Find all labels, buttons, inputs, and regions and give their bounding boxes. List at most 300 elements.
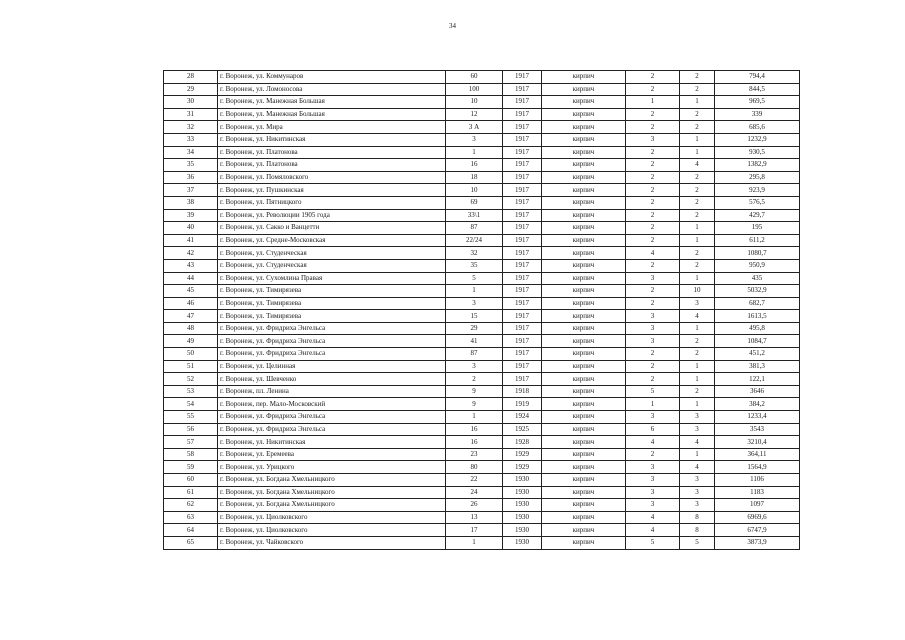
address-cell: г. Воронеж, ул. Сакко и Ванцетти (218, 222, 446, 235)
floors-cell: 2 (626, 360, 680, 373)
address-cell: г. Воронеж, ул. Фридриха Энгельса (218, 335, 446, 348)
house-number-cell: 3 (446, 297, 503, 310)
table-body (164, 71, 800, 550)
entrances-cell: 5 (680, 536, 715, 549)
table-row (164, 348, 800, 361)
wall-material-cell: кирпич (542, 108, 626, 121)
table-row (164, 322, 800, 335)
row-number-cell: 55 (164, 411, 218, 424)
row-number-cell: 39 (164, 209, 218, 222)
address-cell: г. Воронеж, ул. Циолковского (218, 511, 446, 524)
wall-material-cell: кирпич (542, 474, 626, 487)
area-cell: 6747,9 (715, 524, 800, 537)
floors-cell: 2 (626, 83, 680, 96)
table-row (164, 196, 800, 209)
floors-cell: 4 (626, 436, 680, 449)
floors-cell: 2 (626, 209, 680, 222)
address-cell: г. Воронеж, пер. Мало-Московский (218, 398, 446, 411)
area-cell: 844,5 (715, 83, 800, 96)
house-number-cell: 100 (446, 83, 503, 96)
row-number-cell: 40 (164, 222, 218, 235)
house-number-cell: 2 (446, 373, 503, 386)
house-number-cell: 60 (446, 71, 503, 84)
floors-cell: 2 (626, 146, 680, 159)
floors-cell: 2 (626, 259, 680, 272)
year-built-cell: 1917 (503, 259, 542, 272)
floors-cell: 2 (626, 196, 680, 209)
house-number-cell: 3 А (446, 121, 503, 134)
area-cell: 1084,7 (715, 335, 800, 348)
row-number-cell: 57 (164, 436, 218, 449)
entrances-cell: 10 (680, 285, 715, 298)
house-number-cell: 35 (446, 259, 503, 272)
area-cell: 3210,4 (715, 436, 800, 449)
wall-material-cell: кирпич (542, 83, 626, 96)
house-number-cell: 16 (446, 436, 503, 449)
table-row (164, 108, 800, 121)
row-number-cell: 38 (164, 196, 218, 209)
year-built-cell: 1917 (503, 310, 542, 323)
floors-cell: 2 (626, 297, 680, 310)
wall-material-cell: кирпич (542, 335, 626, 348)
year-built-cell: 1917 (503, 247, 542, 260)
entrances-cell: 2 (680, 348, 715, 361)
floors-cell: 6 (626, 423, 680, 436)
wall-material-cell: кирпич (542, 310, 626, 323)
address-cell: г. Воронеж, ул. Манежная Большая (218, 96, 446, 109)
area-cell: 576,5 (715, 196, 800, 209)
entrances-cell: 8 (680, 511, 715, 524)
row-number-cell: 36 (164, 171, 218, 184)
address-cell: г. Воронеж, ул. Пятницкого (218, 196, 446, 209)
row-number-cell: 30 (164, 96, 218, 109)
house-number-cell: 24 (446, 486, 503, 499)
wall-material-cell: кирпич (542, 360, 626, 373)
row-number-cell: 41 (164, 234, 218, 247)
table-row (164, 360, 800, 373)
address-cell: г. Воронеж, ул. Богдана Хмельницкого (218, 499, 446, 512)
table-row (164, 536, 800, 549)
year-built-cell: 1917 (503, 360, 542, 373)
table-row (164, 461, 800, 474)
entrances-cell: 4 (680, 436, 715, 449)
entrances-cell: 2 (680, 108, 715, 121)
wall-material-cell: кирпич (542, 184, 626, 197)
address-cell: г. Воронеж, ул. Революции 1905 года (218, 209, 446, 222)
area-cell: 1613,5 (715, 310, 800, 323)
table-row (164, 385, 800, 398)
house-number-cell: 41 (446, 335, 503, 348)
table-row (164, 159, 800, 172)
entrances-cell: 1 (680, 222, 715, 235)
year-built-cell: 1917 (503, 121, 542, 134)
area-cell: 122,1 (715, 373, 800, 386)
entrances-cell: 2 (680, 209, 715, 222)
address-cell: г. Воронеж, ул. Помяловского (218, 171, 446, 184)
floors-cell: 2 (626, 159, 680, 172)
entrances-cell: 1 (680, 234, 715, 247)
wall-material-cell: кирпич (542, 196, 626, 209)
house-number-cell: 1 (446, 411, 503, 424)
year-built-cell: 1917 (503, 234, 542, 247)
entrances-cell: 4 (680, 310, 715, 323)
floors-cell: 2 (626, 234, 680, 247)
entrances-cell: 2 (680, 247, 715, 260)
year-built-cell: 1930 (503, 536, 542, 549)
year-built-cell: 1929 (503, 461, 542, 474)
floors-cell: 3 (626, 486, 680, 499)
table-row (164, 411, 800, 424)
address-cell: г. Воронеж, ул. Средне-Московская (218, 234, 446, 247)
wall-material-cell: кирпич (542, 448, 626, 461)
address-cell: г. Воронеж, ул. Платонова (218, 159, 446, 172)
row-number-cell: 32 (164, 121, 218, 134)
address-cell: г. Воронеж, ул. Шевченко (218, 373, 446, 386)
table-row (164, 297, 800, 310)
address-cell: г. Воронеж, пл. Ленина (218, 385, 446, 398)
house-number-cell: 1 (446, 146, 503, 159)
house-number-cell: 23 (446, 448, 503, 461)
area-cell: 435 (715, 272, 800, 285)
area-cell: 451,2 (715, 348, 800, 361)
address-cell: г. Воронеж, ул. Фридриха Энгельса (218, 322, 446, 335)
row-number-cell: 56 (164, 423, 218, 436)
address-cell: г. Воронеж, ул. Чайковского (218, 536, 446, 549)
year-built-cell: 1917 (503, 222, 542, 235)
house-number-cell: 26 (446, 499, 503, 512)
area-cell: 1106 (715, 474, 800, 487)
entrances-cell: 2 (680, 121, 715, 134)
area-cell: 930,5 (715, 146, 800, 159)
house-number-cell: 22 (446, 474, 503, 487)
year-built-cell: 1930 (503, 499, 542, 512)
entrances-cell: 1 (680, 448, 715, 461)
wall-material-cell: кирпич (542, 373, 626, 386)
area-cell: 6969,6 (715, 511, 800, 524)
area-cell: 384,2 (715, 398, 800, 411)
row-number-cell: 49 (164, 335, 218, 348)
wall-material-cell: кирпич (542, 499, 626, 512)
entrances-cell: 2 (680, 335, 715, 348)
area-cell: 3646 (715, 385, 800, 398)
house-number-cell: 87 (446, 222, 503, 235)
row-number-cell: 58 (164, 448, 218, 461)
wall-material-cell: кирпич (542, 461, 626, 474)
row-number-cell: 43 (164, 259, 218, 272)
area-cell: 3873,9 (715, 536, 800, 549)
house-number-cell: 13 (446, 511, 503, 524)
year-built-cell: 1917 (503, 159, 542, 172)
floors-cell: 4 (626, 524, 680, 537)
wall-material-cell: кирпич (542, 146, 626, 159)
entrances-cell: 8 (680, 524, 715, 537)
address-cell: г. Воронеж, ул. Целинная (218, 360, 446, 373)
table-row (164, 83, 800, 96)
table-row (164, 436, 800, 449)
wall-material-cell: кирпич (542, 297, 626, 310)
floors-cell: 2 (626, 373, 680, 386)
area-cell: 1382,9 (715, 159, 800, 172)
wall-material-cell: кирпич (542, 96, 626, 109)
year-built-cell: 1917 (503, 133, 542, 146)
row-number-cell: 63 (164, 511, 218, 524)
row-number-cell: 28 (164, 71, 218, 84)
area-cell: 1232,9 (715, 133, 800, 146)
row-number-cell: 65 (164, 536, 218, 549)
wall-material-cell: кирпич (542, 272, 626, 285)
house-number-cell: 32 (446, 247, 503, 260)
floors-cell: 2 (626, 184, 680, 197)
area-cell: 1183 (715, 486, 800, 499)
year-built-cell: 1917 (503, 373, 542, 386)
row-number-cell: 45 (164, 285, 218, 298)
floors-cell: 3 (626, 335, 680, 348)
year-built-cell: 1930 (503, 511, 542, 524)
building-registry-table (163, 70, 800, 550)
address-cell: г. Воронеж, ул. Никитинская (218, 436, 446, 449)
area-cell: 339 (715, 108, 800, 121)
row-number-cell: 64 (164, 524, 218, 537)
entrances-cell: 1 (680, 373, 715, 386)
year-built-cell: 1917 (503, 196, 542, 209)
address-cell: г. Воронеж, ул. Фридриха Энгельса (218, 348, 446, 361)
address-cell: г. Воронеж, ул. Сухомлина Правая (218, 272, 446, 285)
area-cell: 195 (715, 222, 800, 235)
wall-material-cell: кирпич (542, 133, 626, 146)
year-built-cell: 1917 (503, 209, 542, 222)
table-row (164, 71, 800, 84)
wall-material-cell: кирпич (542, 171, 626, 184)
table-row (164, 184, 800, 197)
area-cell: 685,6 (715, 121, 800, 134)
year-built-cell: 1917 (503, 272, 542, 285)
area-cell: 3543 (715, 423, 800, 436)
address-cell: г. Воронеж, ул. Платонова (218, 146, 446, 159)
row-number-cell: 29 (164, 83, 218, 96)
house-number-cell: 17 (446, 524, 503, 537)
address-cell: г. Воронеж, ул. Еремеева (218, 448, 446, 461)
entrances-cell: 4 (680, 159, 715, 172)
floors-cell: 4 (626, 511, 680, 524)
row-number-cell: 60 (164, 474, 218, 487)
table-row (164, 171, 800, 184)
floors-cell: 2 (626, 448, 680, 461)
address-cell: г. Воронеж, ул. Богдана Хмельницкого (218, 486, 446, 499)
floors-cell: 5 (626, 385, 680, 398)
wall-material-cell: кирпич (542, 259, 626, 272)
address-cell: г. Воронеж, ул. Фридриха Энгельса (218, 423, 446, 436)
address-cell: г. Воронеж, ул. Студенческая (218, 259, 446, 272)
table-row (164, 448, 800, 461)
entrances-cell: 1 (680, 322, 715, 335)
house-number-cell: 9 (446, 385, 503, 398)
wall-material-cell: кирпич (542, 247, 626, 260)
floors-cell: 2 (626, 108, 680, 121)
house-number-cell: 1 (446, 536, 503, 549)
house-number-cell: 3 (446, 133, 503, 146)
area-cell: 495,8 (715, 322, 800, 335)
entrances-cell: 3 (680, 411, 715, 424)
year-built-cell: 1924 (503, 411, 542, 424)
floors-cell: 3 (626, 461, 680, 474)
address-cell: г. Воронеж, ул. Никитинская (218, 133, 446, 146)
row-number-cell: 31 (164, 108, 218, 121)
row-number-cell: 34 (164, 146, 218, 159)
year-built-cell: 1917 (503, 171, 542, 184)
wall-material-cell: кирпич (542, 71, 626, 84)
house-number-cell: 33\1 (446, 209, 503, 222)
table-row (164, 524, 800, 537)
floors-cell: 2 (626, 121, 680, 134)
house-number-cell: 5 (446, 272, 503, 285)
wall-material-cell: кирпич (542, 423, 626, 436)
area-cell: 969,5 (715, 96, 800, 109)
wall-material-cell: кирпич (542, 385, 626, 398)
row-number-cell: 59 (164, 461, 218, 474)
row-number-cell: 51 (164, 360, 218, 373)
year-built-cell: 1917 (503, 335, 542, 348)
year-built-cell: 1925 (503, 423, 542, 436)
table-row (164, 474, 800, 487)
entrances-cell: 3 (680, 486, 715, 499)
address-cell: г. Воронеж, ул. Манежная Большая (218, 108, 446, 121)
area-cell: 5032,9 (715, 285, 800, 298)
area-cell: 381,3 (715, 360, 800, 373)
table-row (164, 310, 800, 323)
floors-cell: 5 (626, 536, 680, 549)
entrances-cell: 3 (680, 297, 715, 310)
table-row (164, 96, 800, 109)
floors-cell: 1 (626, 96, 680, 109)
floors-cell: 3 (626, 310, 680, 323)
row-number-cell: 50 (164, 348, 218, 361)
entrances-cell: 3 (680, 474, 715, 487)
wall-material-cell: кирпич (542, 322, 626, 335)
table-row (164, 259, 800, 272)
house-number-cell: 16 (446, 159, 503, 172)
entrances-cell: 1 (680, 96, 715, 109)
wall-material-cell: кирпич (542, 222, 626, 235)
row-number-cell: 52 (164, 373, 218, 386)
floors-cell: 2 (626, 348, 680, 361)
row-number-cell: 47 (164, 310, 218, 323)
row-number-cell: 42 (164, 247, 218, 260)
table-row (164, 121, 800, 134)
row-number-cell: 54 (164, 398, 218, 411)
year-built-cell: 1919 (503, 398, 542, 411)
floors-cell: 3 (626, 272, 680, 285)
wall-material-cell: кирпич (542, 209, 626, 222)
wall-material-cell: кирпич (542, 511, 626, 524)
area-cell: 295,8 (715, 171, 800, 184)
house-number-cell: 87 (446, 348, 503, 361)
entrances-cell: 1 (680, 360, 715, 373)
address-cell: г. Воронеж, ул. Фридриха Энгельса (218, 411, 446, 424)
table-row (164, 209, 800, 222)
table-row (164, 146, 800, 159)
entrances-cell: 3 (680, 423, 715, 436)
year-built-cell: 1929 (503, 448, 542, 461)
address-cell: г. Воронеж, ул. Урицкого (218, 461, 446, 474)
area-cell: 429,7 (715, 209, 800, 222)
row-number-cell: 53 (164, 385, 218, 398)
table-row (164, 373, 800, 386)
entrances-cell: 2 (680, 171, 715, 184)
entrances-cell: 3 (680, 499, 715, 512)
area-cell: 950,9 (715, 259, 800, 272)
row-number-cell: 46 (164, 297, 218, 310)
row-number-cell: 62 (164, 499, 218, 512)
year-built-cell: 1928 (503, 436, 542, 449)
floors-cell: 3 (626, 474, 680, 487)
wall-material-cell: кирпич (542, 536, 626, 549)
wall-material-cell: кирпич (542, 234, 626, 247)
floors-cell: 2 (626, 71, 680, 84)
table-row (164, 423, 800, 436)
floors-cell: 3 (626, 499, 680, 512)
entrances-cell: 2 (680, 71, 715, 84)
address-cell: г. Воронеж, ул. Студенческая (218, 247, 446, 260)
address-cell: г. Воронеж, ул. Коммунаров (218, 71, 446, 84)
floors-cell: 1 (626, 398, 680, 411)
floors-cell: 3 (626, 411, 680, 424)
entrances-cell: 1 (680, 272, 715, 285)
area-cell: 1097 (715, 499, 800, 512)
wall-material-cell: кирпич (542, 121, 626, 134)
wall-material-cell: кирпич (542, 436, 626, 449)
table-row (164, 285, 800, 298)
address-cell: г. Воронеж, ул. Богдана Хмельницкого (218, 474, 446, 487)
house-number-cell: 15 (446, 310, 503, 323)
year-built-cell: 1917 (503, 83, 542, 96)
year-built-cell: 1917 (503, 184, 542, 197)
row-number-cell: 61 (164, 486, 218, 499)
wall-material-cell: кирпич (542, 524, 626, 537)
address-cell: г. Воронеж, ул. Ломоносова (218, 83, 446, 96)
entrances-cell: 1 (680, 398, 715, 411)
house-number-cell: 10 (446, 184, 503, 197)
row-number-cell: 33 (164, 133, 218, 146)
year-built-cell: 1917 (503, 71, 542, 84)
year-built-cell: 1917 (503, 297, 542, 310)
house-number-cell: 12 (446, 108, 503, 121)
year-built-cell: 1918 (503, 385, 542, 398)
year-built-cell: 1917 (503, 108, 542, 121)
row-number-cell: 37 (164, 184, 218, 197)
wall-material-cell: кирпич (542, 348, 626, 361)
house-number-cell: 9 (446, 398, 503, 411)
floors-cell: 2 (626, 171, 680, 184)
wall-material-cell: кирпич (542, 159, 626, 172)
floors-cell: 2 (626, 285, 680, 298)
wall-material-cell: кирпич (542, 398, 626, 411)
address-cell: г. Воронеж, ул. Тимирязева (218, 285, 446, 298)
floors-cell: 2 (626, 222, 680, 235)
entrances-cell: 2 (680, 83, 715, 96)
table-row (164, 222, 800, 235)
area-cell: 682,7 (715, 297, 800, 310)
area-cell: 923,9 (715, 184, 800, 197)
entrances-cell: 4 (680, 461, 715, 474)
year-built-cell: 1917 (503, 322, 542, 335)
year-built-cell: 1930 (503, 524, 542, 537)
entrances-cell: 2 (680, 184, 715, 197)
table-row (164, 511, 800, 524)
table-row (164, 133, 800, 146)
address-cell: г. Воронеж, ул. Мира (218, 121, 446, 134)
table-row (164, 247, 800, 260)
house-number-cell: 22/24 (446, 234, 503, 247)
